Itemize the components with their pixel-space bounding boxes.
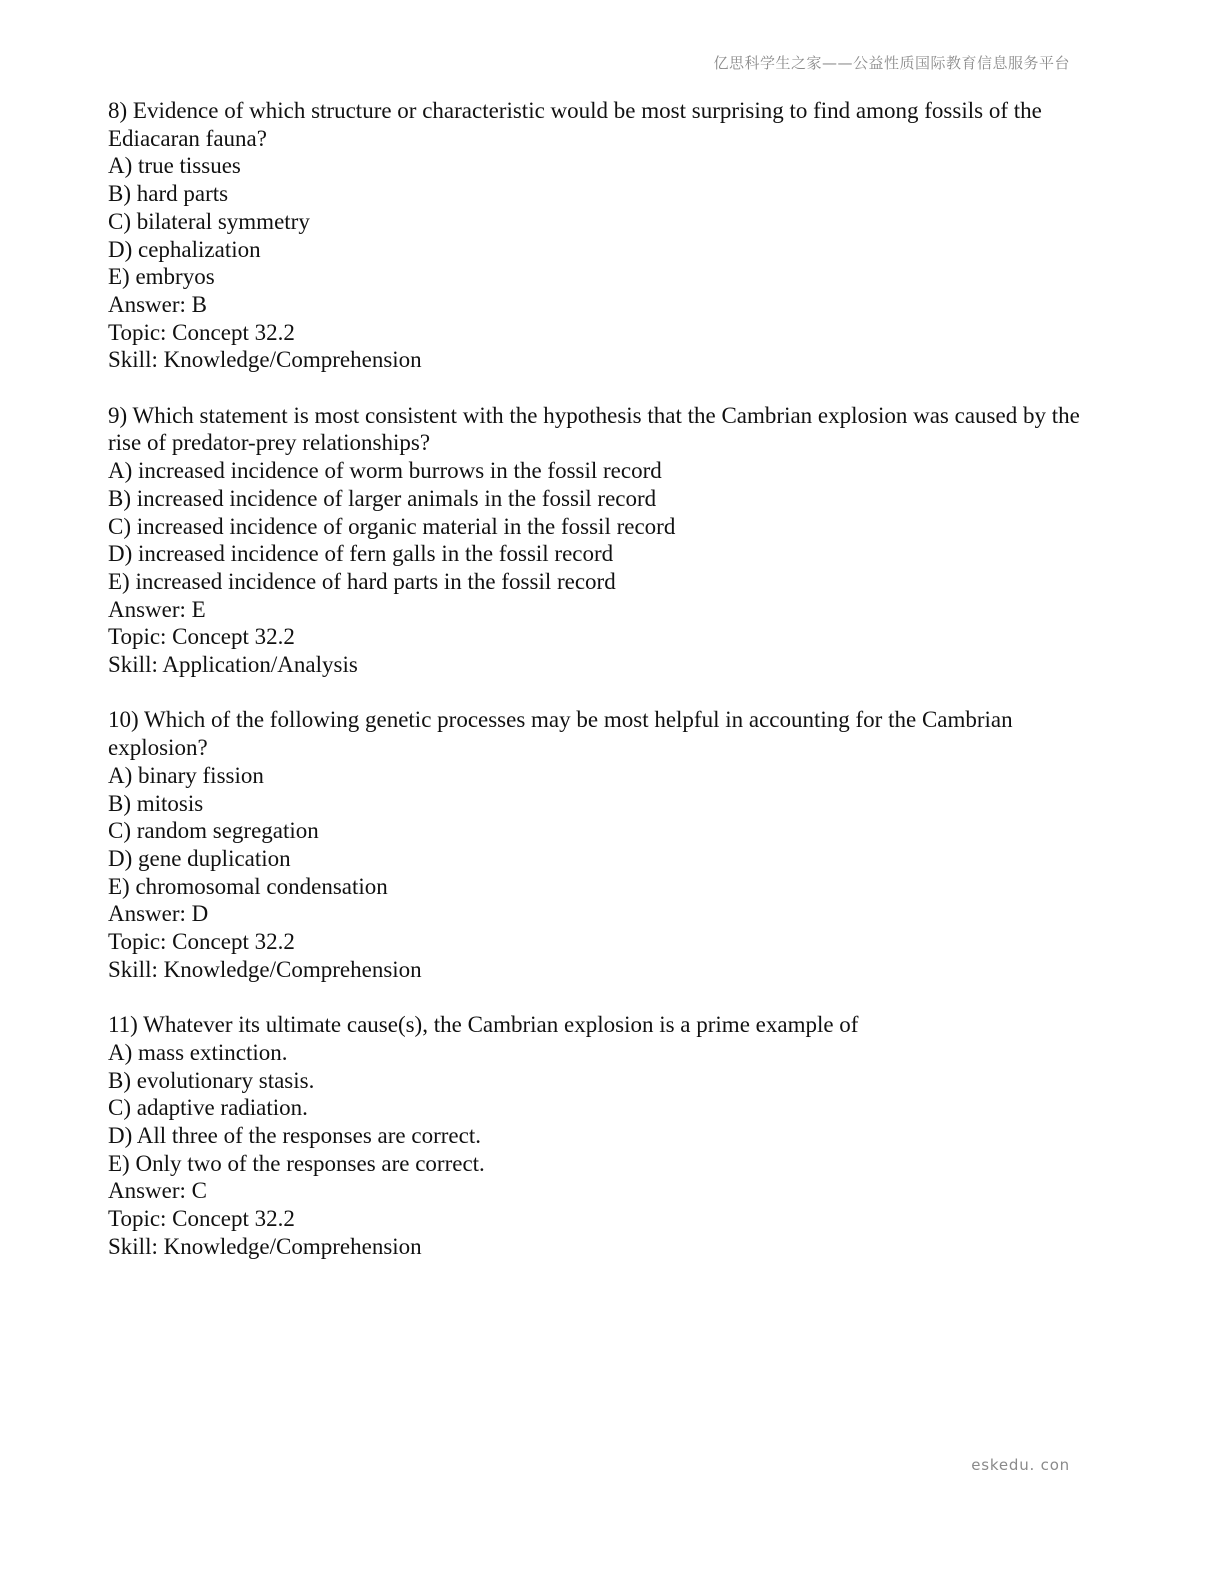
question-9 [108,402,1098,679]
option-a: A) true tissues [108,153,241,179]
option-e: E) Only two of the responses are correct. [108,1150,485,1176]
option-a: A) mass extinction. [108,1039,288,1065]
answer-line: Answer: D [108,901,209,927]
option-c: C) random segregation [108,818,319,844]
option-d: D) All three of the responses are correct. [108,1122,481,1148]
option-d: D) increased incidence of fern galls in the fossil record [108,541,614,567]
option-e: E) embryos [108,264,215,290]
option-e: E) chromosomal condensation [108,873,388,899]
header-site-note: 亿思科学生之家——公益性质国际教育信息服务平台 [713,54,1070,72]
answer-line: Answer: C [108,1178,208,1204]
question-8 [108,97,1098,374]
option-d: D) gene duplication [108,845,291,871]
option-a: A) increased incidence of worm burrows in the fossil record [108,458,662,484]
skill-line: Skill: Knowledge/Comprehension [108,1233,422,1259]
option-a: A) binary fission [108,762,264,788]
skill-line: Skill: Knowledge/Comprehension [108,347,422,373]
answer-line: Answer: E [108,596,206,622]
option-e: E) increased incidence of hard parts in the fossil record [108,568,616,594]
option-b: B) hard parts [108,181,229,207]
option-d: D) cephalization [108,236,261,262]
option-c: C) adaptive radiation. [108,1095,308,1121]
answer-line: Answer: B [108,291,208,317]
topic-line: Topic: Concept 32.2 [108,929,295,955]
topic-line: Topic: Concept 32.2 [108,1206,295,1232]
option-b: B) evolutionary stasis. [108,1067,315,1093]
option-b: B) mitosis [108,790,204,816]
skill-line: Skill: Knowledge/Comprehension [108,956,422,982]
question-11 [108,1011,1098,1260]
option-c: C) increased incidence of organic material in the fossil record [108,513,676,539]
footer-domain: eskedu. con [971,1456,1070,1474]
option-b: B) increased incidence of larger animals in the fossil record [108,485,657,511]
question-stem: 11) Whatever its ultimate cause(s), the Cambrian explosion is a prime example of [108,1012,859,1038]
question-10 [108,706,1098,983]
question-stem: 10) Which of the following genetic processes may be most helpful in accounting for the Cambrian explosion? [108,707,1013,761]
skill-line: Skill: Application/Analysis [108,652,358,678]
question-stem: 9) Which statement is most consistent with the hypothesis that the Cambrian explosion was caused by the rise of predator-prey relationships? [108,402,1080,456]
option-c: C) bilateral symmetry [108,208,310,234]
topic-line: Topic: Concept 32.2 [108,319,295,345]
topic-line: Topic: Concept 32.2 [108,624,295,650]
question-list [108,97,1098,1288]
question-stem: 8) Evidence of which structure or characteristic would be most surprising to find among fossils of the Ediacaran fauna? [108,98,1042,151]
